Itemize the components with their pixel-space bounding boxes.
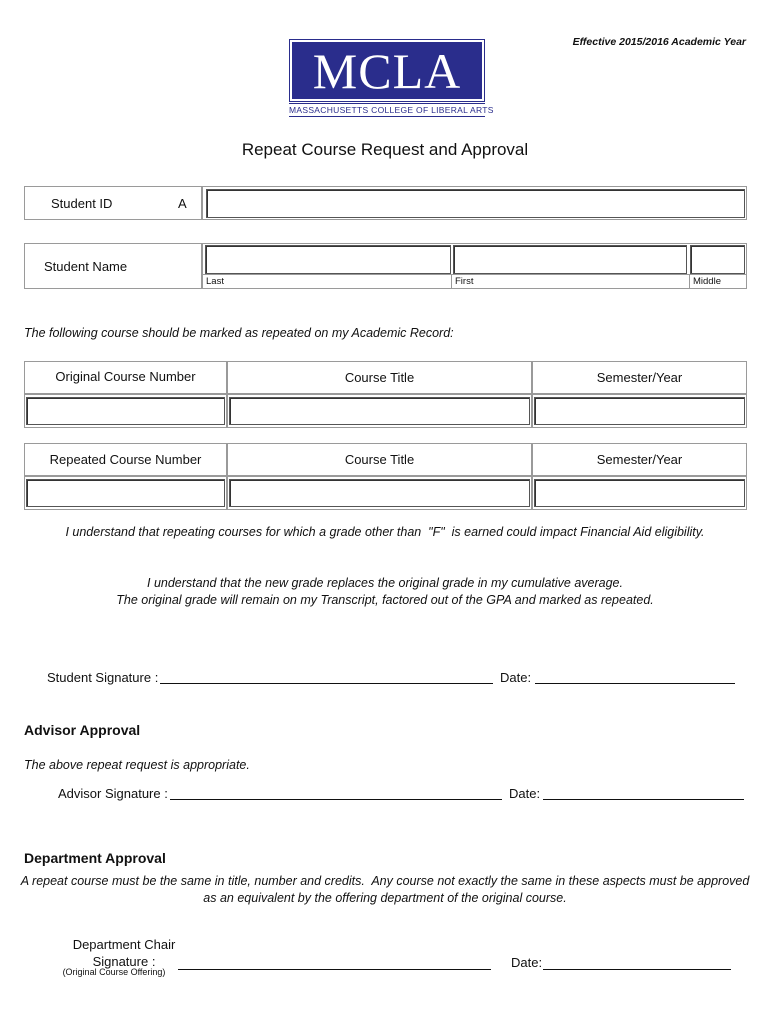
logo-text: MCLA	[312, 42, 462, 99]
advisor-date-line[interactable]	[543, 784, 744, 800]
name-divider	[451, 274, 452, 289]
repeated-course-title-input[interactable]	[229, 479, 530, 507]
advisor-signature-label: Advisor Signature :	[58, 786, 168, 801]
student-date-label: Date:	[500, 670, 532, 685]
advisor-signature-line[interactable]	[170, 784, 502, 800]
student-date-line[interactable]	[535, 668, 735, 684]
department-approval-heading: Department Approval	[24, 850, 166, 866]
department-date-label: Date:	[511, 955, 543, 970]
repeated-course-number-header: Repeated Course Number	[49, 452, 202, 467]
last-name-input[interactable]	[205, 245, 451, 274]
student-signature-line[interactable]	[160, 668, 493, 684]
name-sublabel-row	[202, 274, 747, 290]
student-id-input[interactable]	[206, 189, 745, 218]
form-title: Repeat Course Request and Approval	[241, 140, 529, 159]
department-signature-line[interactable]	[178, 954, 491, 970]
middle-name-label: Middle	[693, 276, 721, 287]
department-chair-sublabel: (Original Course Offering)	[62, 967, 166, 977]
middle-name-input[interactable]	[690, 245, 745, 274]
mcla-logo	[289, 39, 485, 102]
original-course-title-input[interactable]	[229, 397, 530, 425]
student-id-label: Student ID	[51, 196, 113, 211]
student-signature-label: Student Signature :	[47, 670, 159, 685]
repeated-course-number-input[interactable]	[26, 479, 225, 507]
repeated-course-title-header: Course Title	[344, 452, 415, 467]
advisor-approval-heading: Advisor Approval	[24, 722, 141, 738]
advisor-date-label: Date:	[509, 786, 541, 801]
name-divider	[689, 274, 690, 289]
grade-notice-line1: I understand that the new grade replaces the original grade in my cumulative average.	[147, 576, 623, 590]
student-id-prefix: A	[178, 196, 187, 211]
repeated-semester-header: Semester/Year	[596, 452, 683, 467]
department-chair-label-line1: Department Chair	[72, 937, 176, 952]
repeated-semester-input[interactable]	[534, 479, 745, 507]
last-name-label: Last	[206, 276, 224, 287]
advisor-statement: The above repeat request is appropriate.	[24, 758, 250, 772]
department-statement-line2: as an equivalent by the offering department of the original course.	[203, 891, 567, 905]
department-chair-label-line2: Signature :	[92, 954, 156, 969]
grade-notice-line2: The original grade will remain on my Transcript, factored out of the GPA and marked as repeated.	[116, 593, 654, 607]
course-intro: The following course should be marked as repeated on my Academic Record:	[24, 326, 454, 340]
original-course-number-header: Original Course Number	[55, 369, 196, 384]
first-name-label: First	[455, 276, 474, 287]
original-semester-header: Semester/Year	[596, 370, 683, 385]
first-name-input[interactable]	[453, 245, 687, 274]
original-semester-input[interactable]	[534, 397, 745, 425]
department-statement-line1: A repeat course must be the same in title, number and credits. Any course not exactly the same in these aspects must be approved	[20, 874, 750, 888]
logo-subtitle: MASSACHUSETTS COLLEGE OF LIBERAL ARTS	[289, 105, 494, 115]
original-course-number-input[interactable]	[26, 397, 225, 425]
department-date-line[interactable]	[543, 954, 731, 970]
student-name-label: Student Name	[44, 259, 128, 274]
financial-aid-notice: I understand that repeating courses for which a grade other than "F" is earned could impact Financial Aid eligibility.	[65, 525, 705, 539]
original-course-title-header: Course Title	[344, 370, 415, 385]
effective-year: Effective 2015/2016 Academic Year	[572, 36, 746, 48]
